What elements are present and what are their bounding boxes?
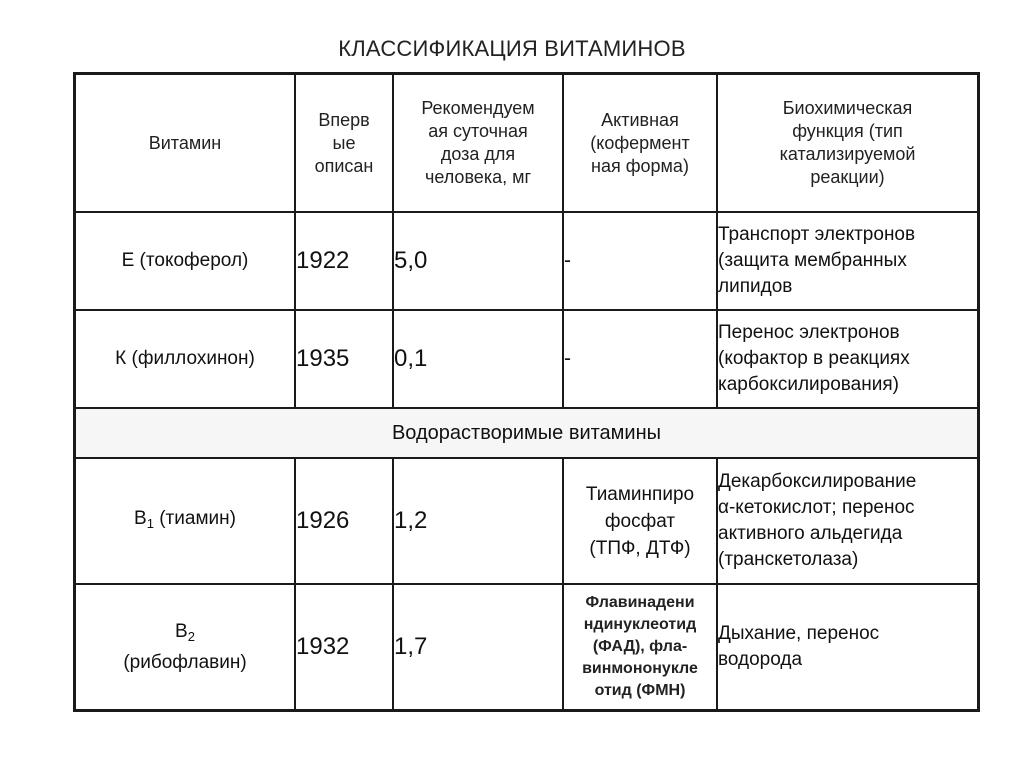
- form-line: Флавинадени: [585, 594, 695, 611]
- function-line: α-кетокислот; перенос: [718, 497, 915, 518]
- form-line: отид (ФМН): [594, 682, 686, 699]
- form-line: Тиаминпиро: [585, 483, 695, 505]
- function-cell: [717, 310, 978, 408]
- header-line: Рекомендуем: [421, 98, 535, 118]
- vitamin-letter: В: [134, 507, 147, 529]
- form-line: (ТПФ, ДТФ): [589, 537, 691, 559]
- active-form-cell: -: [563, 310, 717, 408]
- vitamin-table: [74, 73, 979, 711]
- vitamin-subscript: 1: [146, 515, 154, 531]
- function-line: карбоксилирования): [718, 374, 899, 395]
- table-header-row: [75, 74, 978, 212]
- header-line: ная форма): [591, 155, 689, 176]
- function-line: водорода: [718, 649, 803, 670]
- form-line: фосфат: [604, 510, 676, 532]
- vitamin-name-cell: [75, 584, 295, 710]
- dose-cell: 5,0: [393, 212, 563, 310]
- section-heading: Водорастворимые витамины: [75, 408, 978, 458]
- dose-cell: 0,1: [393, 310, 563, 408]
- header-line: описан: [314, 155, 374, 176]
- dose-cell: 1,7: [393, 584, 563, 710]
- form-line: ндинуклеотид: [583, 616, 697, 633]
- header-line: (кофермент: [590, 132, 690, 153]
- function-cell: [717, 212, 978, 310]
- function-line: (защита мембранных: [718, 250, 907, 271]
- header-daily-dose: [393, 74, 563, 212]
- vitamin-common-name: (тиамин): [159, 507, 236, 529]
- function-cell: [717, 458, 978, 584]
- table-row: [75, 310, 978, 408]
- year-cell: 1932: [295, 584, 393, 710]
- active-form-cell: [563, 584, 717, 710]
- function-line: Перенос электронов: [718, 322, 900, 343]
- header-line: Активная: [601, 109, 679, 130]
- header-line: Вперв: [318, 109, 370, 130]
- header-line: доза для: [440, 144, 516, 164]
- vitamin-common-name: (рибофлавин): [123, 651, 247, 673]
- year-cell: 1926: [295, 458, 393, 584]
- form-line: винмононукле: [582, 660, 698, 677]
- function-line: Дыхание, перенос: [718, 623, 880, 644]
- header-vitamin: Витамин: [75, 74, 295, 212]
- vitamin-name-cell: [75, 458, 295, 584]
- header-line: ая суточная: [428, 121, 528, 141]
- table-row: [75, 584, 978, 710]
- function-line: (кофактор в реакциях: [718, 348, 910, 369]
- function-line: Транспорт электронов: [718, 224, 916, 245]
- header-line: ые: [332, 132, 356, 153]
- year-cell: 1935: [295, 310, 393, 408]
- vitamin-subscript: 2: [187, 628, 195, 644]
- vitamin-letter: В: [175, 620, 188, 642]
- active-form-cell: [563, 458, 717, 584]
- form-line: (ФАД), фла-: [592, 638, 688, 655]
- header-first-described: [295, 74, 393, 212]
- header-function: [717, 74, 978, 212]
- header-active-form: [563, 74, 717, 212]
- header-line: функция (тип: [792, 121, 903, 141]
- function-line: липидов: [718, 276, 793, 297]
- function-cell: [717, 584, 978, 710]
- vitamin-name-cell: К (филлохинон): [75, 310, 295, 408]
- active-form-cell: -: [563, 212, 717, 310]
- header-line: катализируемой: [779, 144, 916, 164]
- function-line: Декарбоксилирование: [718, 471, 917, 492]
- table-row: [75, 212, 978, 310]
- header-line: реакции): [810, 167, 885, 187]
- section-row: [75, 408, 978, 458]
- table-row: [75, 458, 978, 584]
- function-line: активного альдегида: [718, 523, 903, 544]
- year-cell: 1922: [295, 212, 393, 310]
- header-line: Биохимическая: [782, 98, 913, 118]
- page-title: КЛАССИФИКАЦИЯ ВИТАМИНОВ: [338, 36, 686, 61]
- dose-cell: 1,2: [393, 458, 563, 584]
- vitamin-name-cell: Е (токоферол): [75, 212, 295, 310]
- function-line: (транскетолаза): [718, 549, 859, 570]
- header-line: человека, мг: [424, 167, 532, 187]
